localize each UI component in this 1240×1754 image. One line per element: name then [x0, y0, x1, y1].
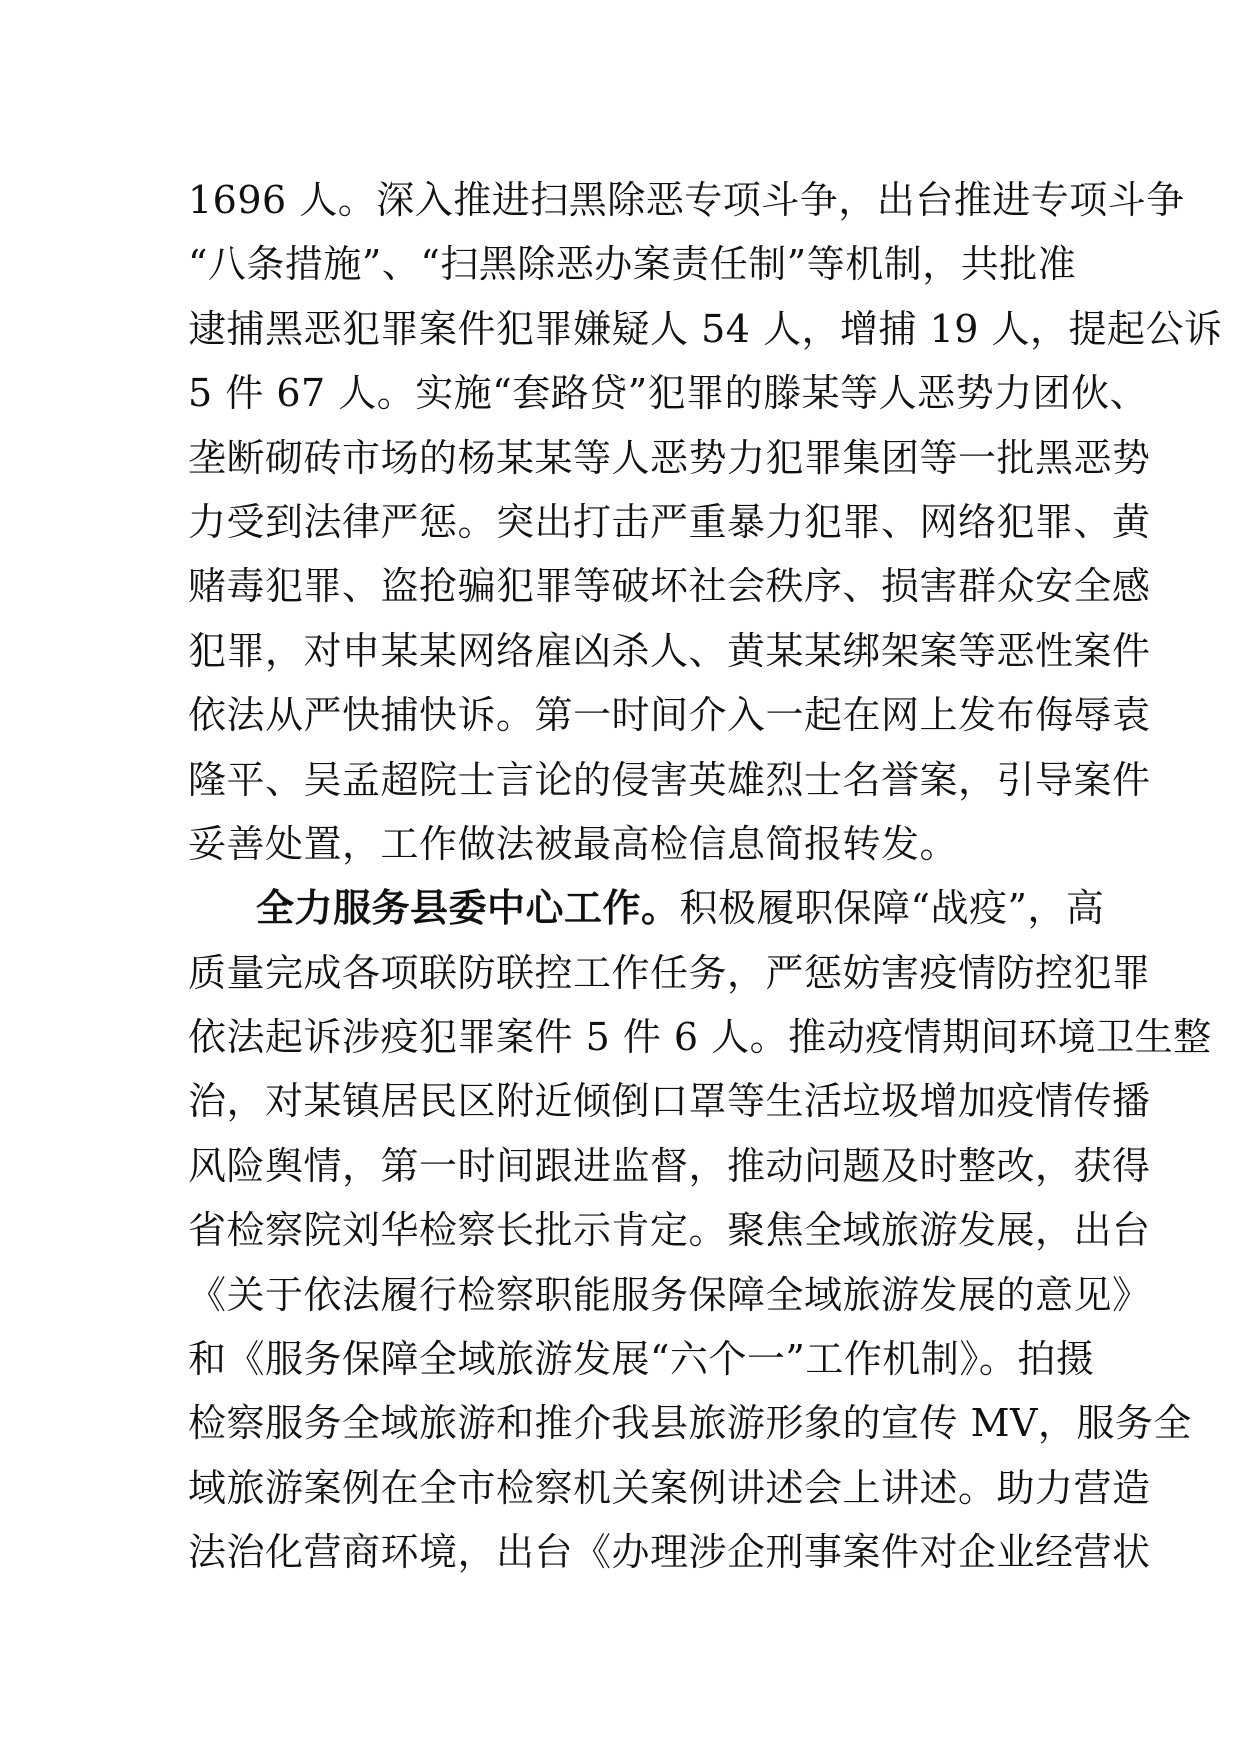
- section-first-line-text: 积极履职保障“战疫”，高: [679, 886, 1105, 931]
- text-line: 犯罪，对申某某网络雇凶杀人、黄某某绑架案等恶性案件: [188, 628, 1151, 673]
- text-line: 隆平、吴孟超院士言论的侵害英雄烈士名誉案，引导案件: [188, 757, 1151, 802]
- text-line: 域旅游案例在全市检察机关案例讲述会上讲述。助力营造: [188, 1465, 1151, 1510]
- text-line: 依法从严快捕快诉。第一时间介入一起在网上发布侮辱袁: [188, 693, 1151, 738]
- text-line: 质量完成各项联防联控工作任务，严惩妨害疫情防控犯罪: [188, 950, 1151, 995]
- text-line: 垄断砌砖市场的杨某某等人恶势力犯罪集团等一批黑恶势: [188, 435, 1151, 480]
- section-heading: 全力服务县委中心工作。: [256, 886, 680, 931]
- text-line: 依法起诉涉疫犯罪案件 5 件 6 人。推动疫情期间环境卫生整: [188, 1015, 1212, 1060]
- text-line: 《关于依法履行检察职能服务保障全域旅游发展的意见》: [188, 1272, 1151, 1317]
- text-line: 治，对某镇居民区附近倾倒口罩等生活垃圾增加疫情传播: [188, 1079, 1151, 1124]
- text-line: 省检察院刘华检察长批示肯定。聚焦全域旅游发展，出台: [188, 1208, 1151, 1253]
- text-line: 5 件 67 人。实施“套路贷”犯罪的滕某等人恶势力团伙、: [188, 371, 1149, 416]
- text-line: 1696 人。深入推进扫黑除恶专项斗争，出台推进专项斗争: [188, 178, 1185, 222]
- text-line: 法治化营商环境，出台《办理涉企刑事案件对企业经营状: [188, 1530, 1151, 1575]
- text-line: 和《服务保障全域旅游发展“六个一”工作机制》。拍摄: [188, 1337, 1095, 1382]
- section-first-line: [188, 876, 1105, 940]
- body-text: [188, 168, 1223, 1585]
- text-line: 力受到法律严惩。突出打击严重暴力犯罪、网络犯罪、黄: [188, 499, 1151, 544]
- text-line: “八条措施”、“扫黑除恶办案责任制”等机制，共批准: [188, 242, 1077, 287]
- text-line: 逮捕黑恶犯罪案件犯罪嫌疑人 54 人，增捕 19 人，提起公诉: [188, 306, 1223, 351]
- text-line: 检察服务全域旅游和推介我县旅游形象的宣传 MV，服务全: [188, 1401, 1192, 1446]
- text-line: 妥善处置，工作做法被最高检信息简报转发。: [188, 821, 959, 866]
- text-line: 赌毒犯罪、盗抢骗犯罪等破坏社会秩序、损害群众安全感: [188, 564, 1151, 609]
- text-line: 风险舆情，第一时间跟进监督，推动问题及时整改，获得: [188, 1143, 1151, 1188]
